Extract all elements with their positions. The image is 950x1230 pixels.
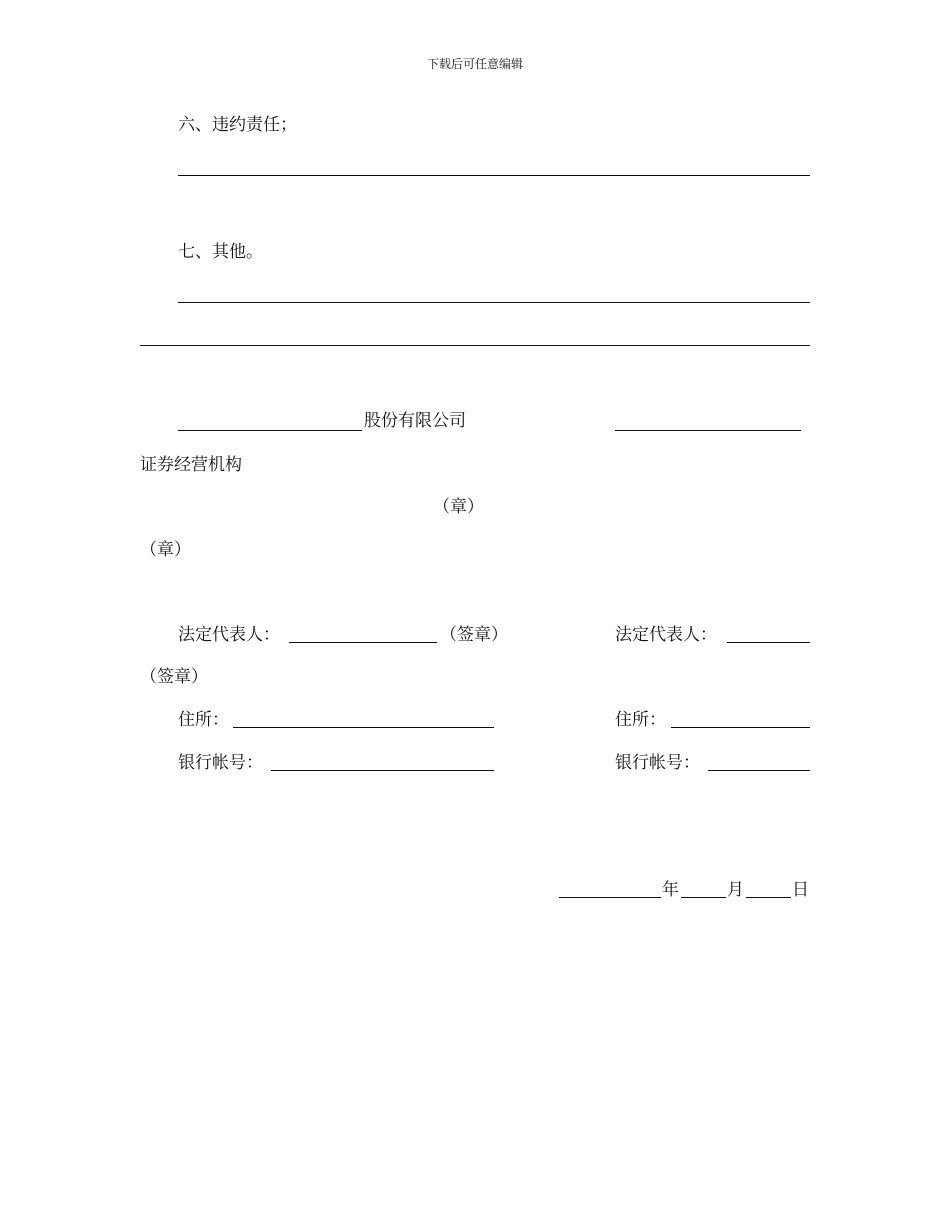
date-month-label: 月 <box>727 880 744 900</box>
address-label-right: 住所： <box>615 710 666 730</box>
blank-line-other-2 <box>140 345 810 346</box>
bank-account-label-right: 银行帐号： <box>615 753 700 773</box>
company-name-blank <box>178 430 362 431</box>
bank-account-blank-right <box>708 770 810 771</box>
blank-line-breach <box>178 175 810 176</box>
legal-rep-blank-left <box>289 642 437 643</box>
bank-account-blank-left <box>271 770 494 771</box>
blank-line-other-1 <box>178 302 810 303</box>
address-label-left: 住所： <box>178 710 229 730</box>
date-year-blank <box>559 897 661 898</box>
sign-seal-label-right: （签章） <box>140 667 208 687</box>
bank-account-label-left: 银行帐号： <box>178 753 263 773</box>
company-suffix: 股份有限公司 <box>364 411 466 431</box>
legal-rep-label-left: 法定代表人： <box>178 625 280 645</box>
page-header-note: 下载后可任意编辑 <box>426 57 523 71</box>
legal-rep-label-right: 法定代表人： <box>615 625 717 645</box>
address-blank-left <box>233 727 494 728</box>
address-blank-right <box>671 727 810 728</box>
date-year-label: 年 <box>662 880 679 900</box>
securities-institution-name-blank <box>615 430 801 431</box>
section-breach-heading: 六、违约责任； <box>178 115 297 135</box>
securities-institution-label: 证券经营机构 <box>140 455 242 475</box>
date-day-blank <box>746 897 791 898</box>
section-other-heading: 七、其他。 <box>178 242 263 262</box>
seal-label-left: （章） <box>433 497 484 517</box>
date-day-label: 日 <box>792 880 809 900</box>
legal-rep-blank-right <box>727 642 810 643</box>
seal-label-right: （章） <box>140 540 191 560</box>
date-month-blank <box>681 897 726 898</box>
sign-seal-label-left: （签章） <box>440 625 508 645</box>
